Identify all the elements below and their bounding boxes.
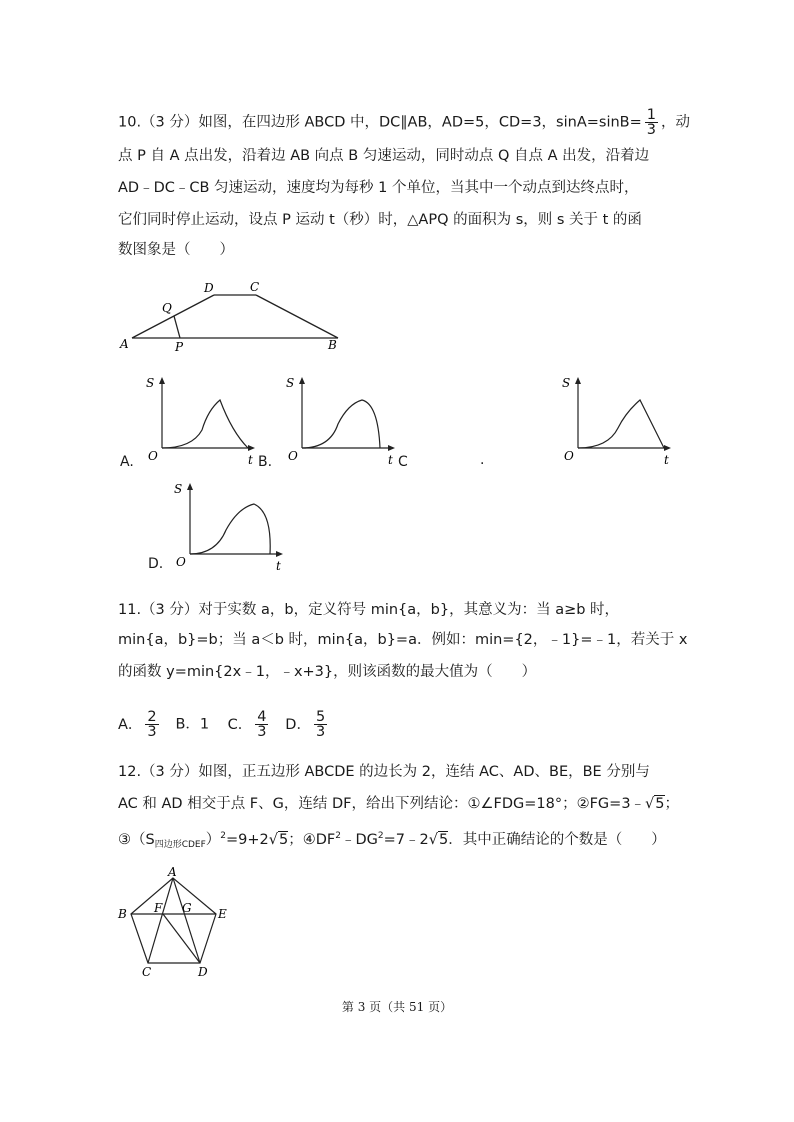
q10-graph-a-s: S [146, 376, 155, 390]
q10-graph-c [558, 372, 676, 468]
q10-label-d: D [204, 281, 214, 295]
q10-graph-c-o: O [564, 449, 574, 463]
q10-line-4: 它们同时停止运动，设点 P 运动 t（秒）时，△APQ 的面积为 s，则 s 关于 t 的函 [118, 212, 642, 228]
q12-line-3: $③(S_{四边形CDEF})^2=9+2√5$；$④DF^2﹣DG^2=7﹣2√5$．其中正确结论的个数是（ ） [118, 831, 666, 850]
q10-option-c: C [398, 454, 408, 470]
q10-option-a: A. [120, 454, 134, 470]
q11-option-b: B．1 [175, 716, 210, 733]
q10-trapezoid-figure [110, 276, 350, 356]
q12-label-d: D [198, 965, 208, 979]
q12-label-c: C [142, 965, 152, 979]
q10-graph-b-t: t [388, 453, 393, 467]
q10-label-a: A [120, 337, 129, 351]
q12-line-1: 12.（3 分）如图，正五边形 ABCDE 的边长为 2，连结 AC、AD、BE，BE 分别与 [118, 764, 650, 780]
q10-graph-c-t: t [664, 453, 669, 467]
q10-graph-a-t: t [248, 453, 253, 467]
q12-label-a: A [168, 866, 177, 879]
q12-label-g: G [182, 901, 192, 915]
q10-line-5: 数图象是（ ） [118, 242, 234, 258]
q10-label-q: Q [162, 301, 172, 315]
q11-option-a: A． $\frac{2}{3}$ [118, 709, 157, 740]
q10-line-3: AD﹣DC﹣CB 匀速运动，速度均为每秒 1 个单位，当其中一个动点到达终点时， [118, 180, 639, 196]
q10-graph-b-s: S [286, 376, 295, 390]
q10-line-2: 点 P 自 A 点出发，沿着边 AB 向点 B 匀速运动，同时动点 Q 自点 A 出发，沿着边 [118, 148, 650, 164]
q11-option-c: C． $\frac{4}{3}$ [227, 709, 267, 740]
q10-line-1-text: 10.（3 分）如图，在四边形 ABCD 中，DC∥AB，AD=5，CD=3，sinA=sinB= [118, 114, 642, 131]
q10-option-d: D. [148, 556, 164, 572]
q10-graph-a-o: O [148, 449, 158, 463]
q10-graph-d-o: O [176, 555, 186, 569]
q10-label-b: B [328, 338, 337, 352]
q10-graph-d-s: S [174, 482, 183, 496]
q12-pentagon-figure [114, 866, 244, 982]
q10-graph-d-t: t [276, 559, 281, 573]
page-footer: 第 3 页（共 51 页） [341, 1000, 453, 1014]
q10-label-c: C [250, 280, 260, 294]
q12-sqrt-symbol: √ [645, 796, 655, 812]
q12-label-f: F [154, 901, 163, 915]
q11-options [118, 710, 330, 739]
q10-line-1: 10.（3 分）如图，在四边形 ABCD 中，DC∥AB，AD=5，CD=3，sinA=sinB= $\frac{1}{3}$ ，动 [118, 107, 690, 138]
q12-label-b: B [118, 907, 127, 921]
q10-graph-b-o: O [288, 449, 298, 463]
q10-graph-b [282, 372, 400, 468]
q11-option-d: D． $\frac{5}{3}$ [285, 709, 326, 740]
q12-line-2: AC 和 AD 相交于点 F、G，连结 DF，给出下列结论：①∠FDG=18°；②FG=3﹣√5； [118, 796, 680, 812]
q10-graph-a [142, 372, 260, 468]
q10-label-p: P [175, 340, 184, 354]
q10-graph-c-s: S [562, 376, 571, 390]
q12-label-e: E [218, 907, 227, 921]
q10-graph-d [170, 478, 288, 574]
q10-option-b: B. [258, 454, 273, 470]
q10-option-c-dot: . [480, 452, 485, 468]
q11-line-2: min{a，b}=b；当 a＜b 时，min{a，b}=a．例如：min={2，﹣1}=﹣1，若关于 x [118, 632, 688, 648]
q10-fraction: $\frac{1}{3}$ [646, 107, 656, 138]
q11-line-3: 的函数 y=min{2x﹣1，﹣x+3}，则该函数的最大值为（ ） [118, 664, 537, 680]
q11-line-1: 11.（3 分）对于实数 a，b，定义符号 min{a，b}，其意义为：当 a≥b 时， [118, 602, 620, 618]
